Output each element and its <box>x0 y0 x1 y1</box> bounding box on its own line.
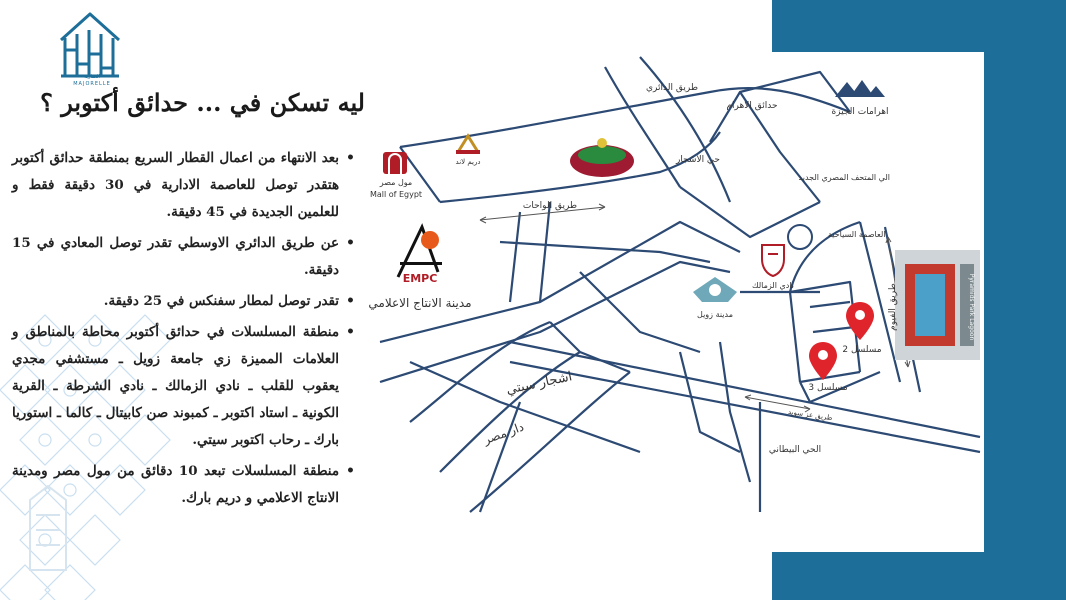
map-label-zewail: مدينة زويل <box>697 310 733 319</box>
map-label-capital: العاصمة السياحية <box>828 230 886 239</box>
mall-of-egypt-logo-icon <box>383 152 407 174</box>
map-label-zamalek: نادي الزمالك <box>751 281 795 290</box>
map-label-media-city: مدينة الانتاج الاعلامي <box>368 296 472 310</box>
map-label-hay-ashgar: حي الاشجار <box>676 155 720 165</box>
map-label-pyramids-park: Pyramids Park Lagoon <box>968 273 975 341</box>
map-label-fayoum-road: طريق الفيوم <box>888 283 898 331</box>
location-pin-icon <box>809 342 837 380</box>
map-label-ezz-road: طريق عز سويد <box>787 407 834 423</box>
page-title: ليه تسكن في ... حدائق أكتوبر ؟ <box>40 88 365 117</box>
map-label-dar-masr: دار مصر <box>481 419 526 447</box>
list-item: • تقدر توصل لمطار سفنكس في 25 دقيقة. <box>12 288 357 315</box>
map-label-wahat-road: طريق الواحات <box>522 201 578 211</box>
logo-english-text: MAJORELLE <box>73 81 111 87</box>
map-label-mosalsal-2: مسلسل 2 <box>842 345 882 355</box>
map-label-empc: EMPC <box>402 272 438 285</box>
map-label-british: الحي البيطاني <box>768 445 822 455</box>
map-label-mall-ar: مول مصر <box>379 178 413 187</box>
empc-logo-icon <box>398 227 442 277</box>
map-label-mall-en: Mall of Egypt <box>369 190 423 199</box>
map-label-museum: الي المتحف المصري الجديد <box>798 173 890 182</box>
dreamland-logo-icon <box>456 136 480 154</box>
pyramids-park-photo <box>895 250 980 360</box>
list-item: • منطقة المسلسلات في حدائق أكتوبر محاطة بالمناطق و العلامات المميزة زي جامعة زويل ـ مستشفي مجدي يعقوب للقلب ـ نادي الزمالك ـ نادي الشرطة ـ القرية الكونية ـ استاد اكتوبر ـ كمبوند صن كابيتال ـ كالما ـ استوريا بارك ـ رحاب اكتوبر سيتي. <box>12 319 357 454</box>
benefits-list <box>12 145 357 516</box>
location-map <box>368 52 984 552</box>
dream-park-logo-icon <box>570 138 634 177</box>
map-label-ring-road: طريق الدائري <box>646 83 698 93</box>
pyramids-icon <box>835 80 885 97</box>
map-label-hadayek-ahram: حدائق الاهرام <box>726 101 778 111</box>
zamalek-logo-icon <box>762 245 784 276</box>
list-item: • بعد الانتهاء من اعمال القطار السريع بمنطقة حدائق أكتوبر هتقدر توصل للعاصمة الادارية في 30 دقيقة فقط و للعلمين الجديدة في 45 دقيقة. <box>12 145 357 226</box>
list-item: • منطقة المسلسلات تبعد 10 دقائق من مول مصر ومدينة الانتاج الاعلامي و دريم بارك. <box>12 458 357 512</box>
zewail-city-logo-icon <box>693 277 737 302</box>
map-label-dream: دريم لاند <box>455 158 481 166</box>
list-item: • عن طريق الدائري الاوسطي تقدر توصل المعادي في 15 دقيقة. <box>12 230 357 284</box>
map-label-ashgar-sity: اشجار سيتي <box>505 369 574 398</box>
map-label-pyramids: اهرامات الجيزة <box>831 107 889 117</box>
logo-arabic-text: العقاريه <box>84 74 100 80</box>
location-pin-icon <box>846 302 874 340</box>
map-label-mosalsal-3: مسلسل 3 <box>808 383 848 393</box>
